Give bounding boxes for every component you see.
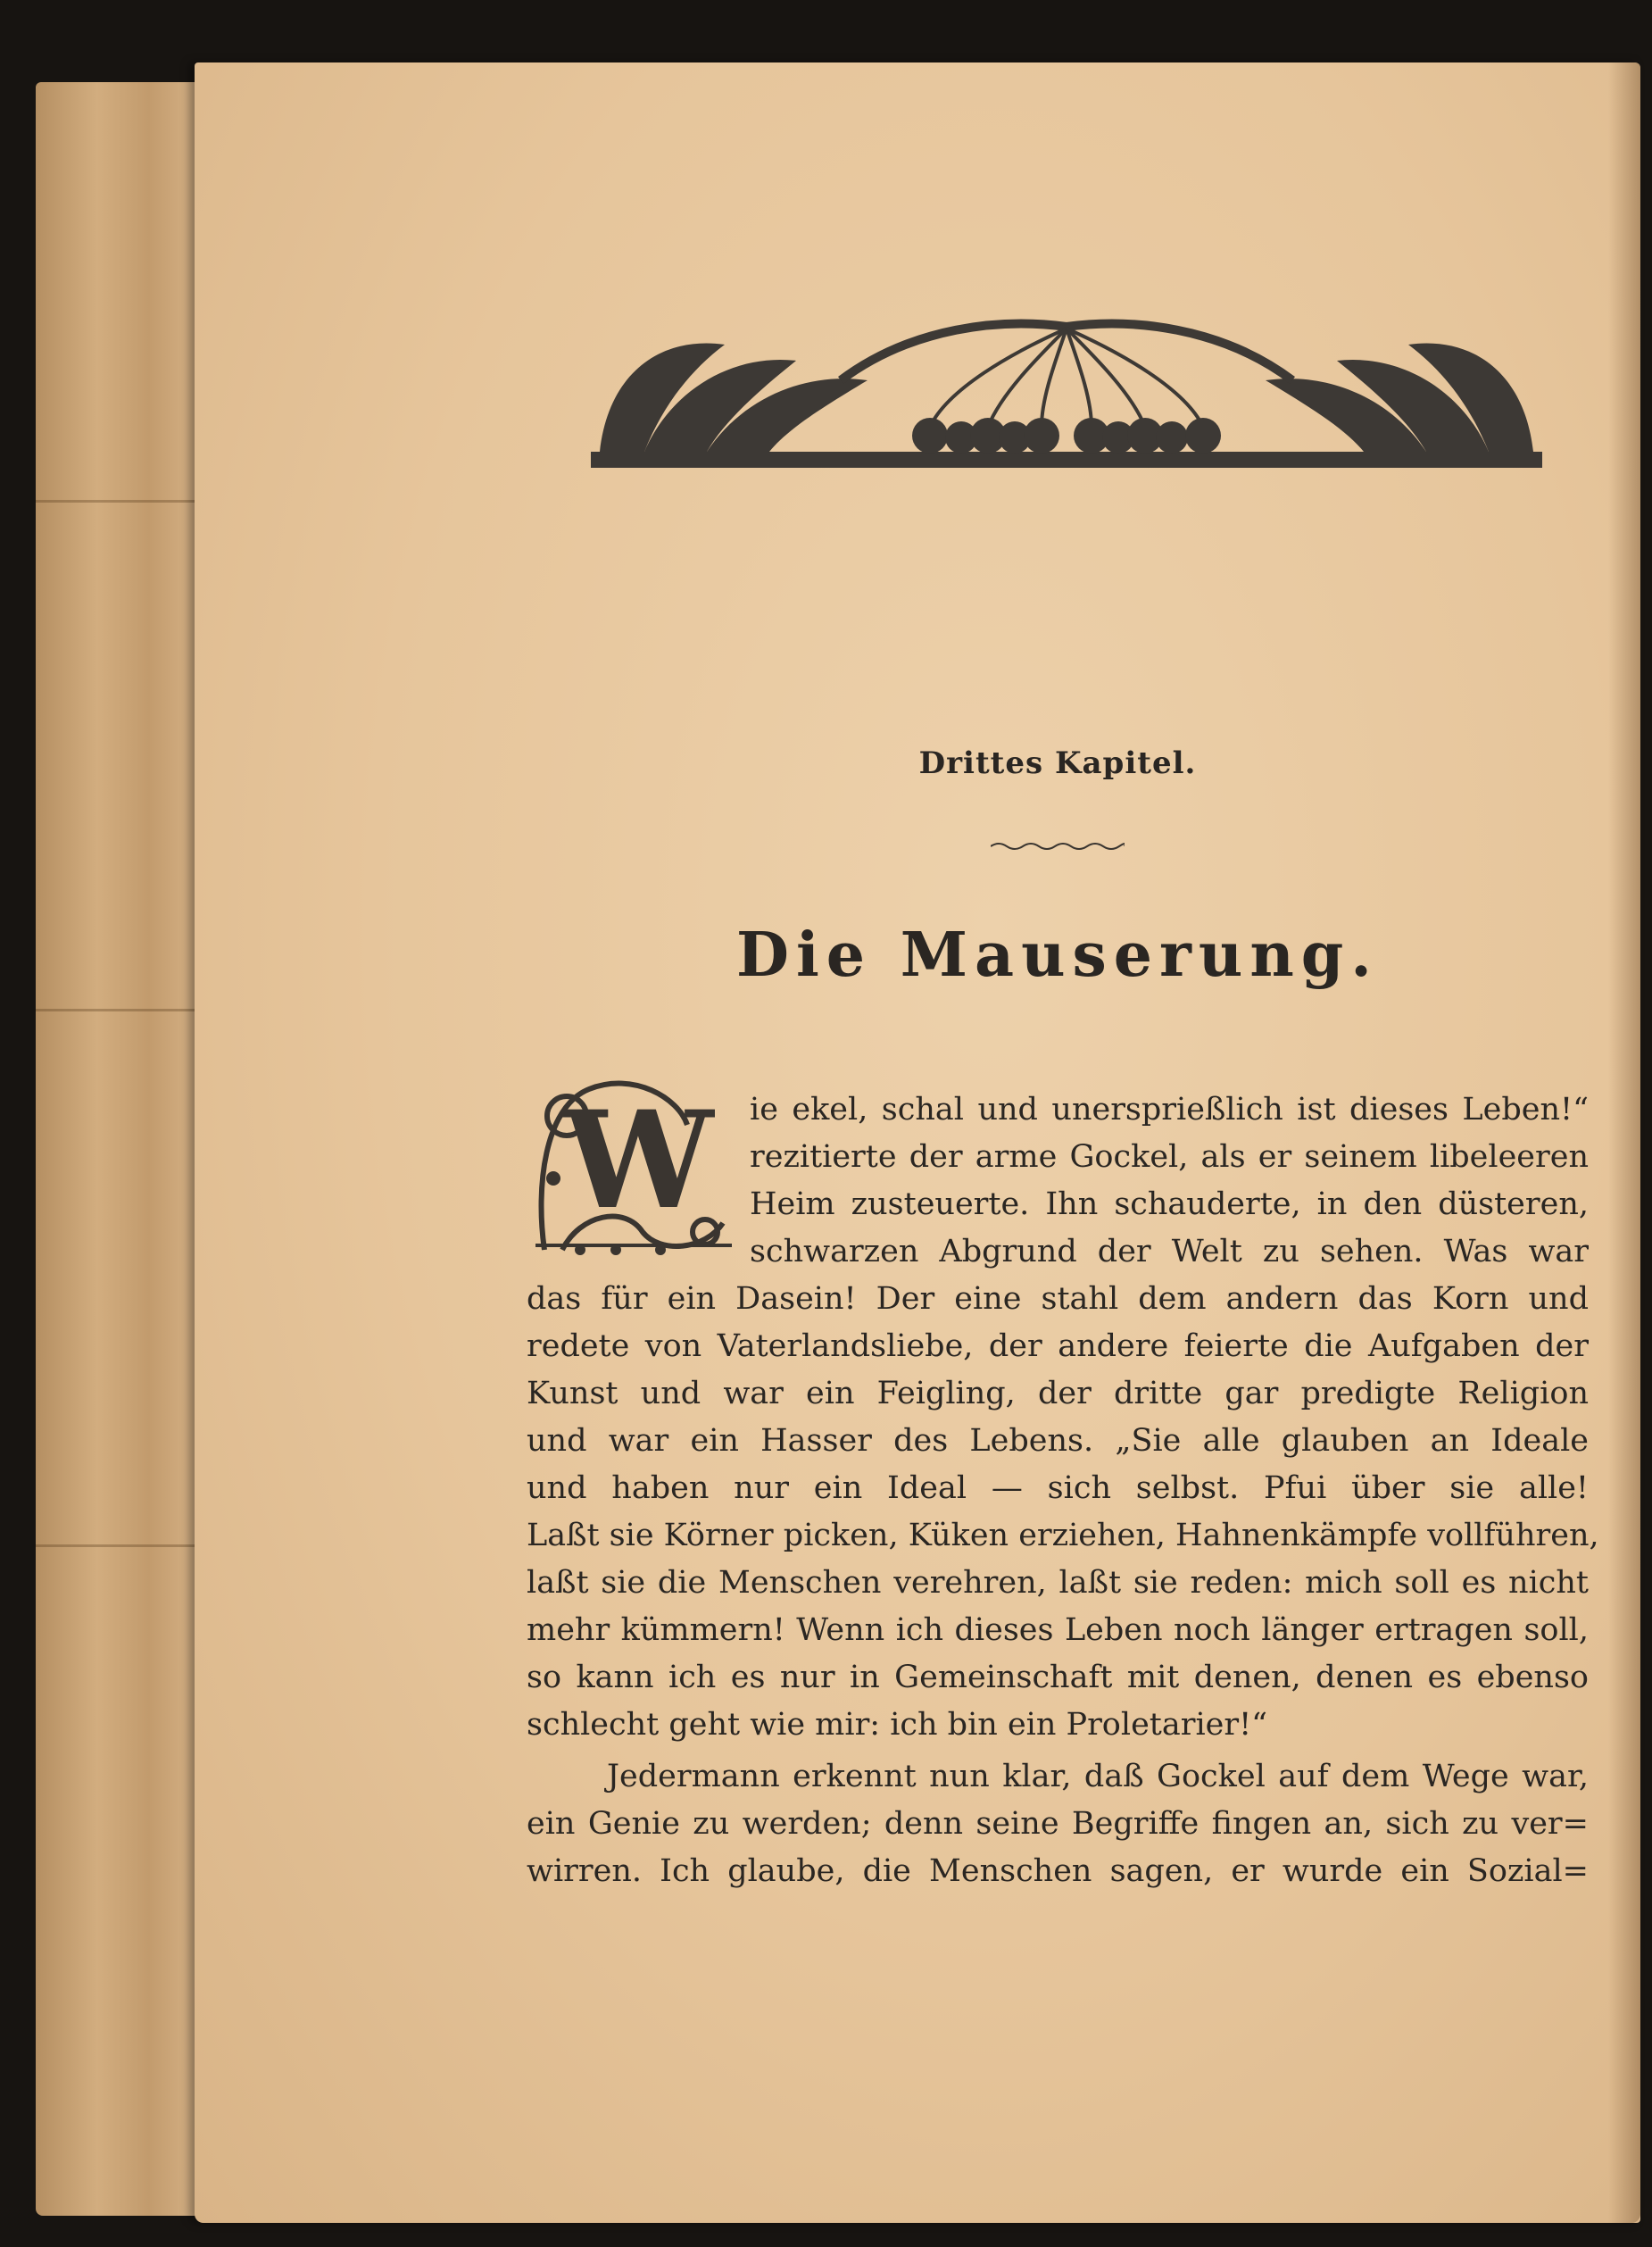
text-line: das für ein Dasein! Der eine stahl dem andern das Korn und <box>527 1281 1589 1317</box>
page-gutter-shadow <box>1608 62 1640 2223</box>
text-line: Kunst und war ein Feigling, der dritte gar predigte Religion <box>527 1376 1589 1411</box>
text-line: laßt sie die Menschen verehren, laßt sie reden: mich soll es nicht <box>527 1565 1589 1601</box>
text-line: schwarzen Abgrund der Welt zu sehen. Was war <box>750 1234 1589 1269</box>
text-line: schlecht geht wie mir: ich bin ein Proletarier!“ <box>527 1707 1268 1743</box>
text-line: wirren. Ich glaube, die Menschen sagen, er wurde ein Sozial= <box>527 1853 1589 1889</box>
text-line: ie ekel, schal und unersprießlich ist dieses Leben!“ <box>750 1092 1589 1128</box>
cherry-ornament-headpiece <box>591 318 1542 471</box>
text-line: so kann ich es nur in Gemeinschaft mit denen, denen es ebenso <box>527 1660 1589 1695</box>
text-line: ein Genie zu werden; denn seine Begriffe fingen an, sich zu ver= <box>527 1806 1589 1842</box>
chapter-title: Die Mauserung. <box>736 920 1379 991</box>
text-line: rezitierte der arme Gockel, als er seinem libeleeren <box>750 1139 1589 1175</box>
text-line: Heim zusteuerte. Ihn schauderte, in den düsteren, <box>750 1186 1589 1222</box>
chapter-label: Drittes Kapitel. <box>918 745 1197 781</box>
text-line: mehr kümmern! Wenn ich dieses Leben noch länger ertragen soll, <box>527 1612 1589 1648</box>
text-line: redete von Vaterlandsliebe, der andere feierte die Aufgaben der <box>527 1328 1589 1364</box>
text-line: Laßt sie Körner picken, Küken erziehen, Hahnenkämpfe vollführen, <box>527 1518 1599 1553</box>
text-line: Jedermann erkennt nun klar, daß Gockel auf dem Wege war, <box>607 1759 1589 1794</box>
wavy-divider <box>991 839 1125 853</box>
text-line: und war ein Hasser des Lebens. „Sie alle glauben an Ideale <box>527 1423 1589 1459</box>
text-line: und haben nur ein Ideal — sich selbst. Pfui über sie alle! <box>527 1470 1589 1506</box>
drop-cap-letter: W <box>562 1082 714 1239</box>
